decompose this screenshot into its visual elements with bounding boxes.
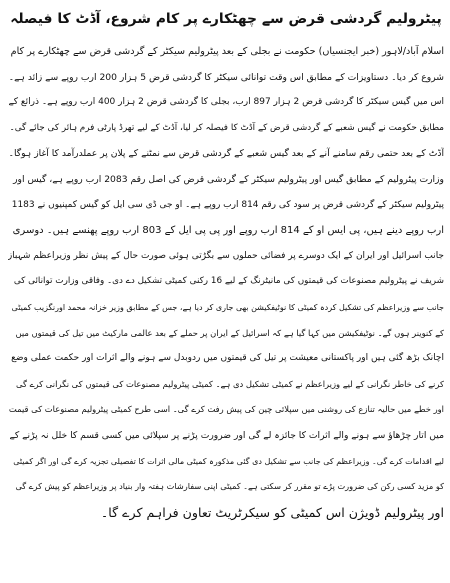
article-line: اچانک بڑھ گئی ہیں اور پاکستانی معیشت پر تیل کی قیمتوں میں ردوبدل سے ہونے والے اثرات اور حکمت عملی وضع bbox=[11, 353, 444, 364]
article-line: شریف نے پیٹرولیم مصنوعات کی قیمتوں کی مانیٹرنگ کے لیے 16 رکنی کمیٹی تشکیل دے دی۔ وفاقی وزارت توانائی کی bbox=[13, 276, 444, 287]
article-line: اس میں گیس سیکٹر کا گردشی قرض 2 ہزار 897 ارب، بجلی کا گردشی قرض 2 ہزار 400 ارب روپے ہے۔ ذرائع کے bbox=[8, 97, 444, 108]
article-headline: پیٹرولیم گردشی قرض سے چھٹکارے پر کام شروع، آڈٹ کا فیصلہ bbox=[10, 11, 442, 27]
article-line: آڈٹ کے بعد حتمی رقم سامنے آنے کے بعد گیس شعبے کے گردشی قرض سے نمٹنے کے پلان پر عملدرآمد کا آغاز ہوگا۔ bbox=[8, 148, 444, 160]
article-line: اور پیٹرولیم ڈویژن اس کمیٹی کو سیکرٹریٹ تعاون فراہم کرے گا۔ bbox=[100, 504, 444, 520]
article-line: لیے اقدامات کرے گی۔ وزیراعظم کی جانب سے تشکیل دی گئی مذکورہ کمیٹی مالی اثرات کا تفصیلی تجزیہ کرے گی اور اگر کمیٹی bbox=[13, 456, 444, 466]
article-line: کو مزید کسی رکن کی ضرورت پڑے تو مقرر کر سکتی ہے۔ کمیٹی اپنی سفارشات ہفتہ وار بنیاد پر وزیراعظم کو پیش کرے گی bbox=[15, 481, 444, 492]
article-line: کرنے کی خاطر نگرانی کے لیے وزیراعظم نے کمیٹی تشکیل دی ہے۔ کمیٹی پیٹرولیم مصنوعات کی قیمتوں کی نگرانی کرے گی bbox=[16, 378, 444, 389]
article-line: ارب روپے دینے ہیں، پی ایس او کے 814 ارب روپے اور پی پی ایل کے 803 ارب روپے پھنسے ہیں۔ دوسری bbox=[12, 225, 444, 237]
article-line: جانب سے وزیراعظم کی تشکیل کردہ کمیٹی کا نوٹیفکیشن بھی جاری کر دیا ہے، جس کے مطابق وزیر خزانہ محمد اورنگزیب کمیٹی bbox=[11, 302, 444, 312]
article-body bbox=[8, 39, 444, 525]
article-line: مطابق حکومت نے گیس شعبے کے گردشی قرض کے آڈٹ کا فیصلہ کر لیا، آڈٹ کے لیے تھرڈ پارٹی فرم ہائر کی جائے گی۔ bbox=[9, 122, 444, 133]
article-line: شروع کر دیا۔ دستاویزات کے مطابق اس وقت توانائی سیکٹر کا گردشی قرض 5 ہزار 200 ارب روپے سے زائد ہے۔ bbox=[8, 71, 444, 83]
article-line: وزارت پیٹرولیم کے مطابق گیس اور پیٹرولیم سیکٹر کے گردشی قرض کی اصل رقم 2083 ارب روپے ہے، گیس اور bbox=[13, 173, 444, 185]
article-line: کے کنوینر ہوں گے۔ نوٹیفکیشن میں کہا گیا ہے کہ اسرائیل کے ایران پر حملے کے بعد عالمی مارکیٹ میں تیل کی قیمتوں میں bbox=[15, 327, 444, 338]
article-line: جانب اسرائیل اور ایران کے ایک دوسرے پر فضائی حملوں سے بگڑتی ہوئی صورت حال کے پیش نظر وزیراعظم شہباز bbox=[8, 250, 444, 261]
news-article bbox=[8, 5, 444, 525]
article-line: میں اتار چڑھاؤ سے ہونے والے اثرات کا جائزہ لے گی اور ضرورت پڑنے پر سپلائی میں کسی قسم کا خلل نہ پڑنے کے bbox=[9, 429, 444, 441]
article-line: پیٹرولیم سیکٹر کے گردشی قرض پر سود کی رقم 814 ارب روپے ہے۔ او جی ڈی سی ایل کو گیس کمپنیوں نے 1183 bbox=[11, 199, 444, 210]
article-line: اور خطے میں حالیہ تنازع کی روشنی میں سپلائی چین کی پیش رفت کرے گی۔ اسی طرح کمیٹی پیٹرولیم مصنوعات کی قیمت bbox=[8, 404, 444, 415]
article-line: اسلام آباد/لاہور (خبر ایجنسیاں) حکومت نے بجلی کے بعد پیٹرولیم سیکٹر کے گردشی قرض سے چھٹکارے پر کام bbox=[10, 46, 444, 57]
